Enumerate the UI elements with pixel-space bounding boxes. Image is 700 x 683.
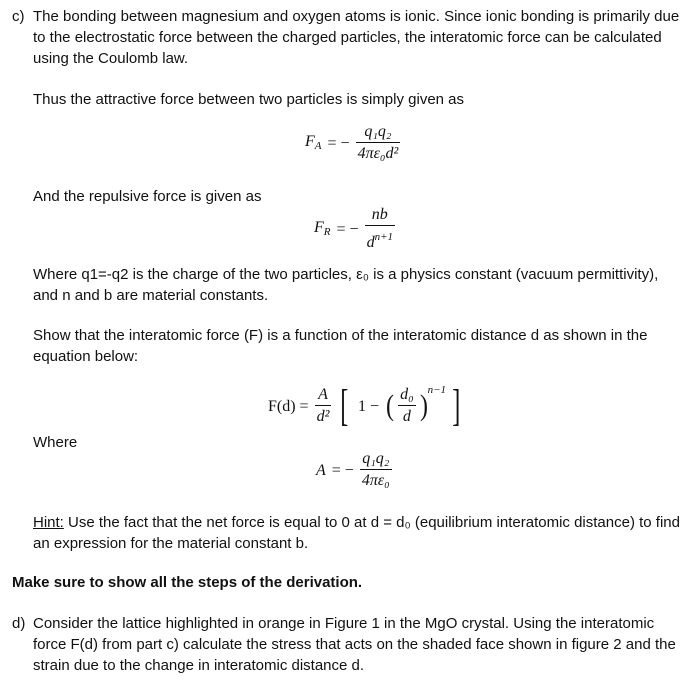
fd-inner-fraction: [398, 385, 416, 428]
a-lhs: A: [316, 462, 326, 479]
interatomic-force-equation: [265, 381, 467, 430]
fr-den-base: d: [366, 234, 375, 251]
hint-text: Use the fact that the net force is equal to 0 at d = d₀ (equilibrium interatomic distance) to find an expression for the material constant b.: [33, 514, 680, 552]
definition-text: Where q1=-q2 is the charge of the two particles, ε₀ is a physics constant (vacuum permittivity), and n and b are material constants.: [33, 266, 659, 304]
fd-denominator: d²: [316, 407, 330, 425]
fr-equals: = −: [336, 221, 359, 238]
fd-inner-numerator: d₀: [398, 385, 416, 406]
left-bracket: [: [340, 381, 349, 430]
fd-one-minus: 1 −: [358, 397, 380, 415]
fa-denominator: 4πε₀d²: [357, 145, 399, 162]
fd-exponent: n−1: [427, 383, 447, 396]
repulsive-force-equation: [311, 205, 398, 254]
attractive-force-equation: [302, 122, 403, 165]
repulsive-force-text: And the repulsive force is given as: [33, 188, 262, 205]
fa-fraction: [356, 122, 401, 165]
part-c-label: c): [12, 8, 25, 25]
a-equals: = −: [331, 462, 354, 479]
fa-lhs-sub: A: [314, 139, 322, 152]
constant-a-equation: [313, 449, 395, 492]
hint-label: Hint:: [33, 514, 64, 531]
fr-den-exponent: n+1: [374, 231, 393, 243]
part-d-label: d): [12, 615, 26, 632]
fa-numerator: q₁q₂: [356, 122, 401, 143]
fr-numerator: nb: [365, 205, 395, 226]
fr-lhs: F: [314, 218, 324, 236]
fr-lhs-sub: R: [323, 225, 331, 238]
fr-denominator: [365, 226, 395, 254]
fr-fraction: [365, 205, 395, 254]
fd-fraction: [315, 385, 332, 428]
hint-paragraph: [33, 512, 683, 554]
part-c-intro: The bonding between magnesium and oxygen atoms is ionic. Since ionic bonding is primarily due to the electrostatic force between the charged particles, the interatomic force can be calculated using the Coulomb law.: [33, 8, 680, 67]
fd-inner-denominator: d: [402, 407, 411, 425]
part-d-text: Consider the lattice highlighted in orange in Figure 1 in the MgO crystal. Using the interatomic force F(d) from part c) calculate the stress that acts on the shaded face shown in figure 2 and the strain due to the change in interatomic distance d.: [33, 615, 676, 674]
attractive-force-text: Thus the attractive force between two particles is simply given as: [33, 91, 465, 108]
a-numerator: q₁q₂: [360, 449, 392, 470]
fd-numerator: A: [315, 385, 332, 406]
fa-lhs: F: [305, 132, 315, 150]
a-fraction: [360, 449, 392, 492]
show-text: Show that the interatomic force (F) is a function of the interatomic distance d as shown in the equation below:: [33, 327, 648, 365]
left-paren: (: [386, 389, 395, 422]
fa-equals: = −: [327, 135, 350, 152]
fd-lhs: F(d) =: [268, 397, 309, 415]
steps-note: Make sure to show all the steps of the derivation.: [12, 574, 363, 591]
a-denominator: 4πε₀: [361, 472, 390, 489]
right-bracket: ]: [452, 381, 461, 430]
where-label: Where: [33, 434, 78, 451]
right-paren: ): [419, 389, 428, 422]
